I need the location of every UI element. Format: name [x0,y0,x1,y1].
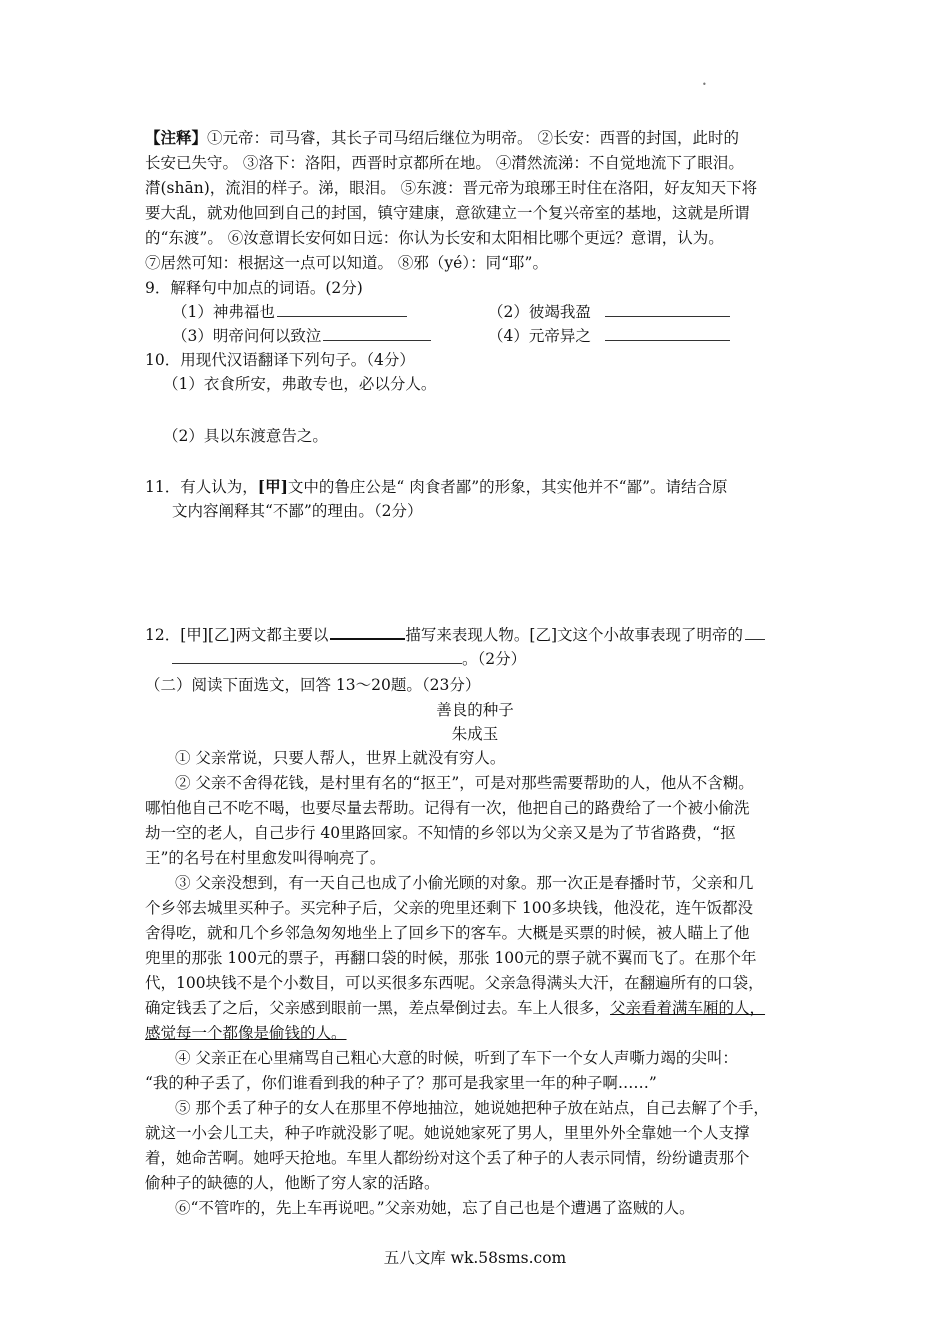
answer-blank[interactable] [605,326,730,341]
answer-blank[interactable] [605,302,730,317]
answer-blank[interactable] [172,649,462,664]
q10-item-1: （1）衣食所安，弗敢专也，必以分人。 [163,375,437,393]
q10-stem: 10．用现代汉语翻译下列句子。（4分） [145,351,415,369]
notes-line-5: 的“东渡”。 ⑥汝意谓长安何如日远：你认为长安和太阳相比哪个更远？意谓，认为。 [145,229,724,247]
q9-item-3: （3）明帝问何以致泣 [172,324,431,348]
story-p3-line: 个乡邻去城里买种子。买完种子后，父亲的兜里还剩下 100多块钱，他没花，连午饭都没 [145,899,754,917]
q9-stem: 9．解释句中加点的词语。(2分) [145,279,363,297]
q10-item-2: （2）具以东渡意告之。 [163,427,328,445]
story-p3-line: 代，100块钱不是个小数目，可以买很多东西呢。父亲急得满头大汗，在翻遍所有的口袋， [145,974,764,992]
story-p6: ⑥“不管咋的，先上车再说吧。”父亲劝她，忘了自己也是个遭遇了盗贼的人。 [175,1199,695,1217]
story-p5-line: 就这一小会儿工夫，种子咋就没影了呢。她说她家死了男人，里里外外全靠她一个人支撑 [145,1124,750,1142]
story-p3-line: 兜里的那张 100元的票子，再翻口袋的时候，那张 100元的票子就不翼而飞了。在那个年 [145,949,757,967]
q9-item-4: （4）元帝异之 [488,324,730,348]
section-2-heading: （二）阅读下面选文，回答 13～20题。（23分） [145,676,481,694]
story-title: 善良的种子 [436,701,514,719]
story-author: 朱成玉 [451,725,499,743]
notes-line-3: 潸(shān)，流泪的样子。涕，眼泪。 ⑤东渡：晋元帝为琅琊王时住在洛阳，好友知天下将 [145,179,758,197]
notes-line-4: 要大乱，就劝他回到自己的封国，镇守建康，意欲建立一个复兴帝室的基地，这就是所谓 [145,204,750,222]
notes-line-6: ⑦居然可知：根据这一点可以知道。 ⑧邪（yé）：同“耶”。 [145,254,548,272]
story-p5-line: 着，她命苦啊。她呼天抢地。车里人都纷纷对这个丢了种子的人表示同情，纷纷谴责那个 [145,1149,750,1167]
underlined-sentence: 感觉每一个都像是偷钱的人。 [145,1024,347,1042]
q12-line-1: 12．[甲][乙]两文都主要以 描写来表现人物。[乙]文这个小故事表现了明帝的 [145,623,765,647]
q12-line-2: 。（2分） [172,647,526,671]
page-mark: • [702,80,707,89]
notes-label: 【注释】 [145,128,208,147]
q11-line-2: 文内容阐释其“不鄙”的理由。（2分） [172,502,423,520]
story-p3-line: 舍得吃，就和几个乡邻急匆匆地坐上了回乡下的客车。大概是买票的时候，被人瞄上了他 [145,924,750,942]
footer-watermark: 五八文库 wk.58sms.com [383,1249,567,1267]
underlined-sentence: 父亲看着满车厢的人， [610,999,766,1017]
story-p3-line: ③ 父亲没想到，有一天自己也成了小偷光顾的对象。那一次正是春播时节，父亲和几 [175,874,754,892]
story-p1: ① 父亲常说，只要人帮人，世界上就没有穷人。 [175,749,506,767]
story-p5-line: ⑤ 那个丢了种子的女人在那里不停地抽泣，她说她把种子放在站点，自己去解了个手， [175,1099,769,1117]
story-p2-line: 哪怕他自己不吃不喝，也要尽量去帮助。记得有一次，他把自己的路费给了一个被小偷洗 [145,799,750,817]
story-p2-line: 王”的名号在村里愈发叫得响亮了。 [145,849,386,867]
notes-line-1: 【注释】①元帝：司马睿，其长子司马绍后继位为明帝。 ②长安：西晋的封国，此时的 [145,128,739,147]
q9-item-2: （2）彼竭我盈 [488,300,730,324]
story-p4-line: ④ 父亲正在心里痛骂自己粗心大意的时候，听到了车下一个女人声嘶力竭的尖叫： [175,1049,738,1067]
story-p3-line [145,1021,347,1045]
story-p4-line: “我的种子丢了，你们谁看到我的种子了？那可是我家里一年的种子啊……” [145,1074,657,1092]
answer-blank[interactable] [330,624,405,640]
story-p3-line: 确定钱丢了之后，父亲感到眼前一黑，差点晕倒过去。车上人很多，父亲看着满车厢的人， [145,999,766,1017]
notes-line-2: 长安已失守。 ③洛下：洛阳，西晋时京都所在地。 ④潸然流涕：不自觉地流下了眼泪。 [145,154,744,172]
answer-blank[interactable] [745,625,765,640]
q11-line-1: 11．有人认为，[甲]文中的鲁庄公是“ 肉食者鄙”的形象，其实他并不“鄙”。请结合原 [145,477,728,496]
answer-blank[interactable] [323,326,431,341]
story-p5-line: 偷种子的缺德的人，他断了穷人家的活路。 [145,1174,440,1192]
story-p2-line: ② 父亲不舍得花钱，是村里有名的“抠王”，可是对那些需要帮助的人，他从不含糊。 [175,774,754,792]
answer-blank[interactable] [277,302,407,317]
story-p2-line: 劫一空的老人，自己步行 40里路回家。不知情的乡邻以为父亲又是为了节省路费，“抠 [145,824,736,842]
q9-item-1: （1）神弗福也 [172,300,407,324]
